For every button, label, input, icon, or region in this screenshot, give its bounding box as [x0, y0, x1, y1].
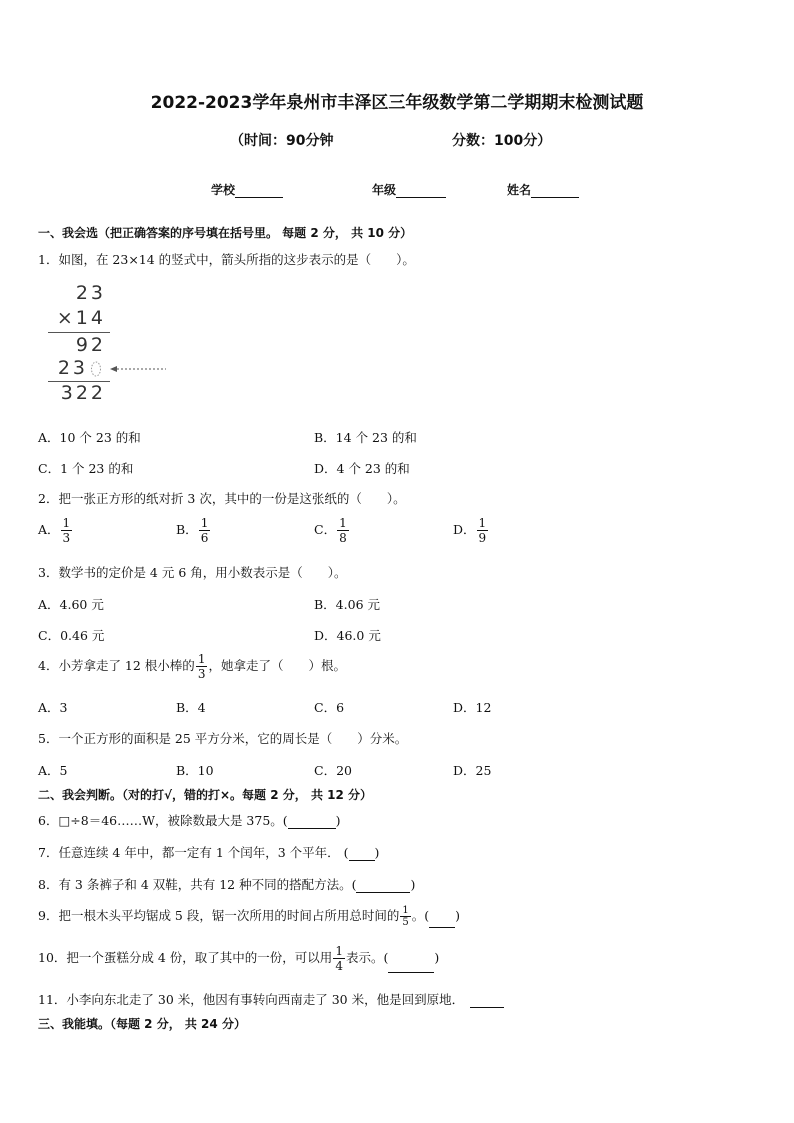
q2-option-b[interactable] [176, 516, 211, 545]
q3-option-b[interactable]: B．4.06 元 [314, 597, 380, 612]
q10-answer-blank[interactable] [388, 960, 434, 973]
mult-line1 [48, 332, 110, 333]
q11-answer-blank[interactable] [470, 995, 504, 1008]
q2-a-label: A． [38, 522, 60, 537]
mult-row2: ×14 [56, 307, 106, 329]
q1-option-c[interactable]: C．1 个 23 的和 [38, 461, 134, 476]
q10-fraction: $\frac{1}{4}$ [335, 944, 343, 973]
q2-a-fraction: $\frac{1}{3}$ [62, 516, 71, 545]
q6: 6．□÷8＝46……W，被除数最大是 375。( ) [38, 813, 341, 828]
q4-fraction: $\frac{1}{3}$ [197, 652, 206, 681]
q5-stem: 5．一个正方形的面积是 25 平方分米，它的周长是（ ）分米。 [38, 731, 408, 746]
q8-answer-blank[interactable] [356, 880, 410, 893]
q5-option-c[interactable]: C．20 [314, 763, 352, 778]
q10: 10．把一个蛋糕分成 4 份，取了其中的一份，可以用 $\frac{1}{4}$ 表示。( ) [38, 944, 440, 973]
q3-option-a[interactable]: A．4.60 元 [38, 597, 104, 612]
grade-blank[interactable] [396, 185, 446, 198]
school-field[interactable] [211, 181, 283, 198]
q2-b-label: B． [176, 522, 198, 537]
q3-stem: 3．数学书的定价是 4 元 6 角，用小数表示是（ ）。 [38, 565, 347, 580]
q5-option-d[interactable]: D．25 [453, 763, 492, 778]
grade-label: 年级 [372, 183, 397, 197]
q8: 8．有 3 条裤子和 4 双鞋，共有 12 种不同的搭配方法。( ) [38, 877, 416, 892]
mult-row4: 23 [57, 357, 88, 379]
q1-option-a[interactable]: A．10 个 23 的和 [38, 430, 141, 445]
q1-option-b[interactable]: B．14 个 23 的和 [314, 430, 417, 445]
name-field[interactable] [507, 181, 579, 198]
grade-field[interactable] [372, 181, 446, 198]
q1-stem: 1．如图，在 23×14 的竖式中，箭头所指的这步表示的是（ ）。 [38, 252, 415, 267]
q2-stem: 2．把一张正方形的纸对折 3 次，其中的一份是这张纸的（ ）。 [38, 491, 406, 506]
q9: 9．把一根木头平均锯成 5 段，锯一次所用的时间占所用总时间的 $\frac{1}{5}$ 。( ) [38, 905, 461, 928]
q4-option-d[interactable]: D．12 [453, 700, 492, 715]
q2-b-fraction: $\frac{1}{6}$ [200, 516, 209, 545]
section2-heading: 二、我会判断。（对的打√，错的打×。每题 2 分， 共 12 分） [38, 788, 372, 802]
section1-heading: 一、我会选（把正确答案的序号填在括号里。 每题 2 分， 共 10 分） [38, 226, 413, 240]
vertical-multiplication-figure [44, 282, 174, 407]
q3-option-c[interactable]: C．0.46 元 [38, 628, 105, 643]
arrow-icon [90, 360, 170, 378]
q4-option-c[interactable]: C．6 [314, 700, 345, 715]
mult-row1: 23 [75, 282, 106, 304]
q2-d-label: D． [453, 522, 476, 537]
q9-answer-blank[interactable] [429, 915, 455, 928]
q7-answer-blank[interactable] [349, 848, 375, 861]
q2-option-a[interactable] [38, 516, 73, 545]
q2-c-fraction: $\frac{1}{8}$ [339, 516, 347, 545]
exam-score: 分数：100分） [452, 133, 552, 149]
q7: 7．任意连续 4 年中，都一定有 1 个闰年，3 个平年． ( ) [38, 845, 380, 860]
mult-row3: 92 [75, 334, 106, 356]
q9-fraction: $\frac{1}{5}$ [402, 905, 409, 928]
q3-option-d[interactable]: D．46.0 元 [314, 628, 381, 643]
q4-option-a[interactable]: A．3 [38, 700, 68, 715]
q2-d-fraction: $\frac{1}{9}$ [478, 516, 487, 545]
q2-option-c[interactable] [314, 516, 350, 545]
name-label: 姓名 [507, 183, 532, 197]
mult-row5: 322 [60, 382, 106, 404]
section3-heading: 三、我能填。（每题 2 分， 共 24 分） [38, 1017, 246, 1031]
q4-option-b[interactable]: B．4 [176, 700, 206, 715]
q4-stem: 4．小芳拿走了 12 根小棒的 $\frac{1}{3}$ ，她拿走了（ ）根。 [38, 652, 346, 681]
school-blank[interactable] [235, 185, 283, 198]
q2-c-label: C． [314, 522, 337, 537]
q2-option-d[interactable] [453, 516, 489, 545]
school-label: 学校 [211, 183, 236, 197]
q6-answer-blank[interactable] [288, 816, 336, 829]
q5-option-a[interactable]: A．5 [38, 763, 68, 778]
q11: 11．小李向东北走了 30 米，他因有事转向西南走了 30 米，他是回到原地． [38, 990, 504, 1008]
q5-option-b[interactable]: B．10 [176, 763, 214, 778]
q1-option-d[interactable]: D．4 个 23 的和 [314, 461, 410, 476]
page-title: 2022-2023学年泉州市丰泽区三年级数学第二学期期末检测试题 [150, 93, 644, 113]
name-blank[interactable] [531, 185, 579, 198]
exam-time: （时间：90分钟 [230, 133, 334, 149]
